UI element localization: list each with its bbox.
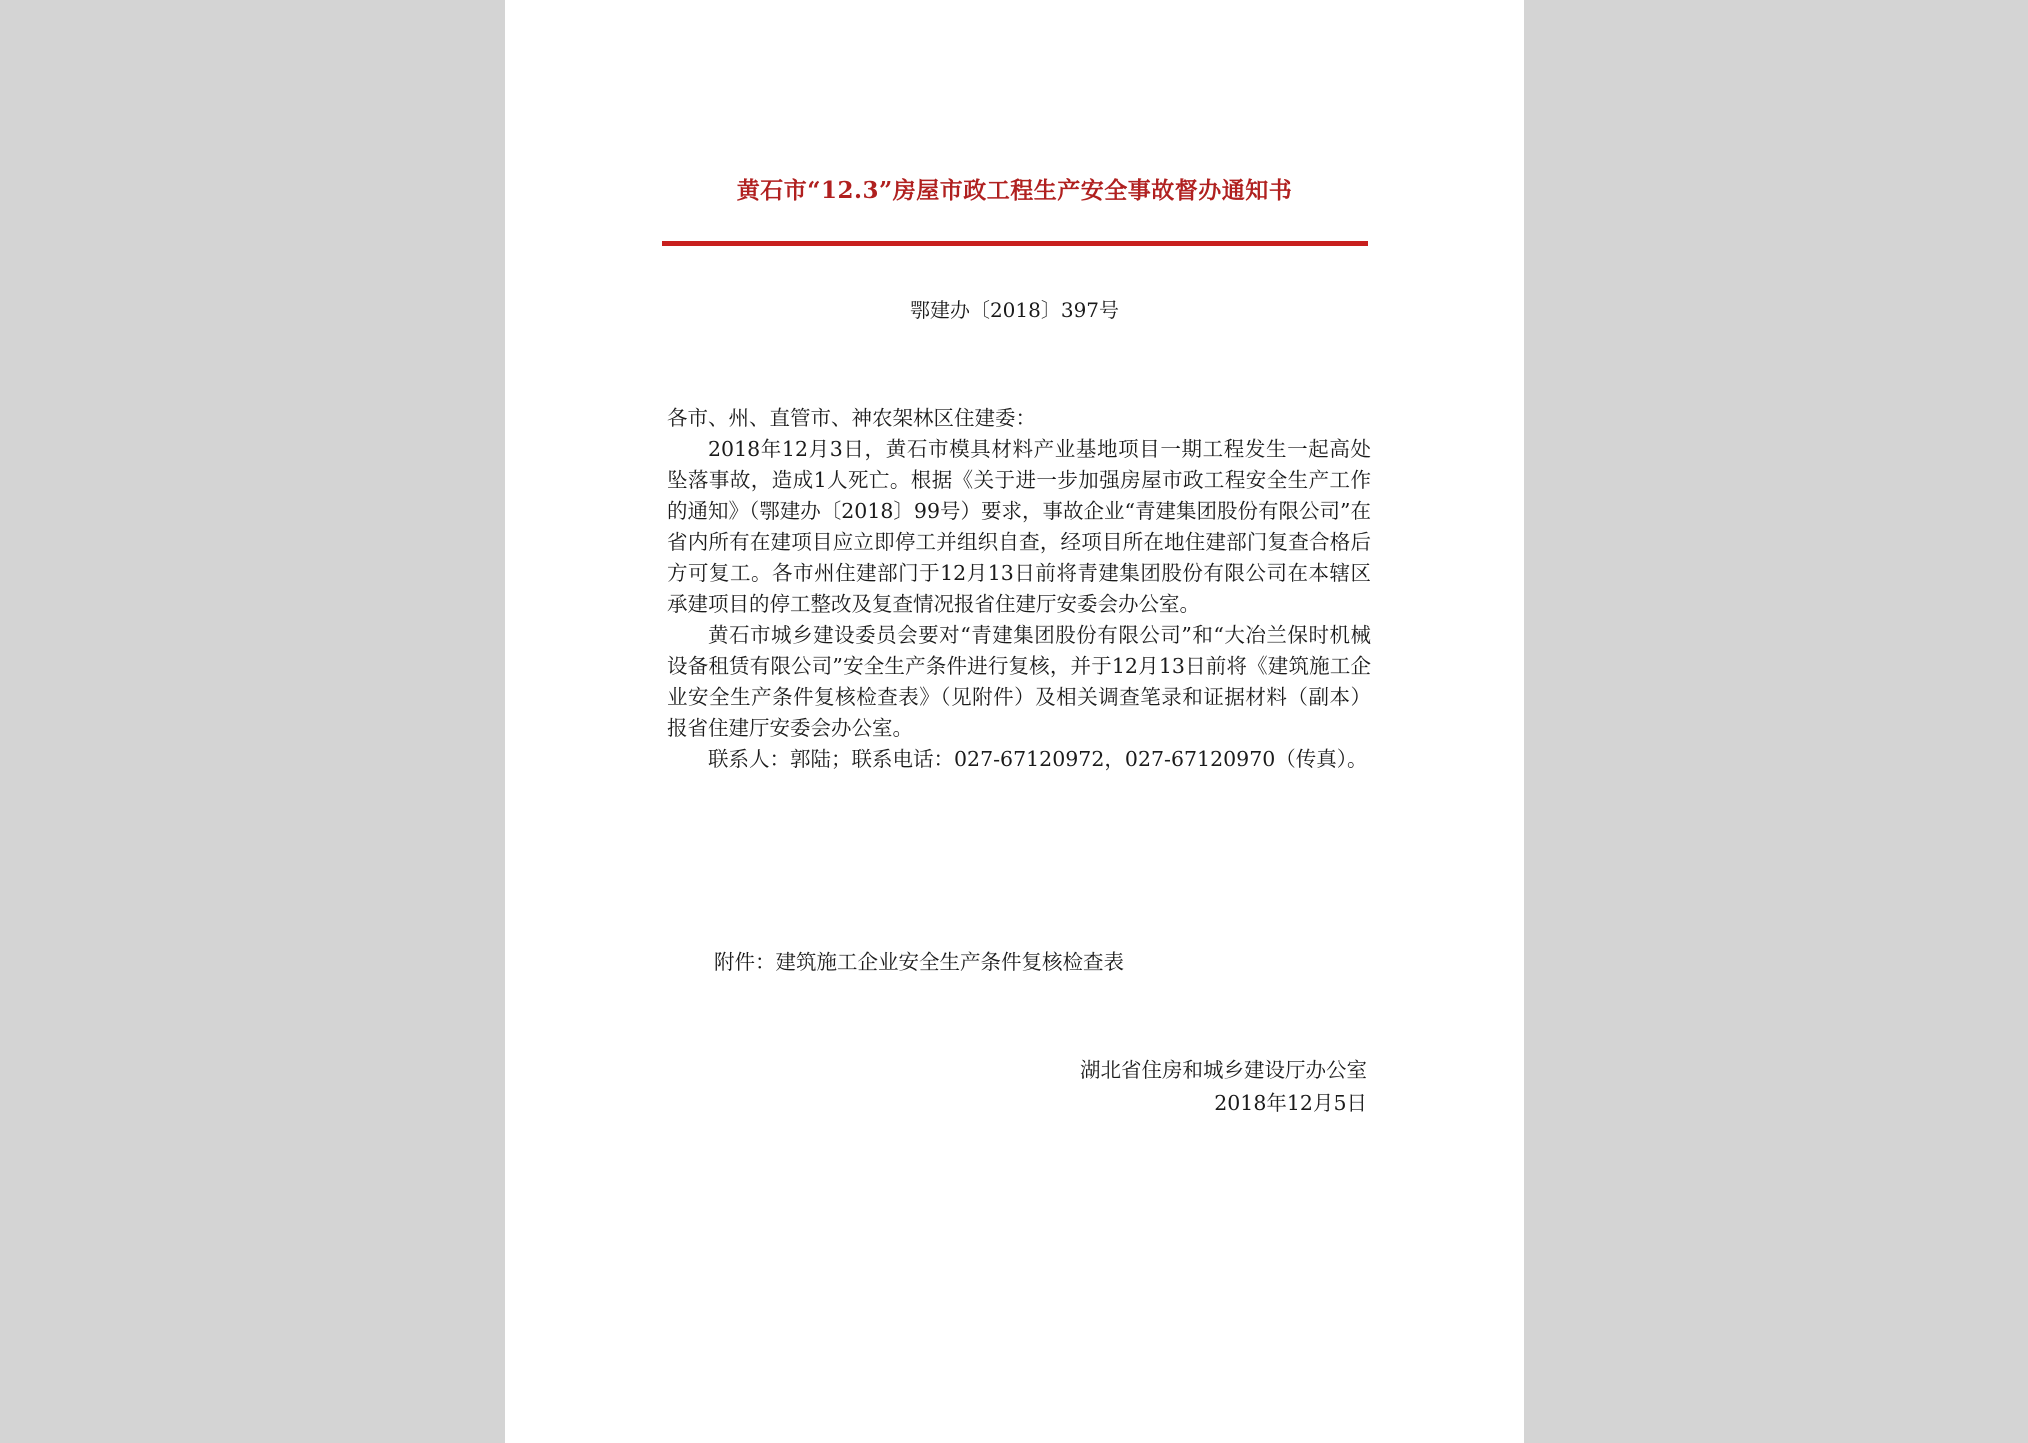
issue-date: 2018年12月5日 [1214, 1091, 1367, 1115]
contact-paragraph: 联系人：郭陆；联系电话：027-67120972，027-67120970（传真）。 [708, 747, 1368, 771]
signature-block [1080, 1054, 1367, 1120]
document-title: 黄石市“12.3”房屋市政工程生产安全事故督办通知书 [736, 177, 1293, 204]
salutation: 各市、州、直管市、神农架林区住建委： [667, 406, 1036, 430]
attachment-note: 附件：建筑施工企业安全生产条件复核检查表 [714, 950, 1124, 974]
issuer-name: 湖北省住房和城乡建设厅办公室 [1080, 1058, 1367, 1082]
body-paragraph: 黄石市城乡建设委员会要对“青建集团股份有限公司”和“大冶兰保时机械设备租赁有限公司”安全生产条件进行复核，并于12月13日前将《建筑施工企业安全生产条件复核检查表》（见附件）及相关调查笔录和证据材料（副本）报省住建厅安委会办公室。 [667, 623, 1371, 740]
body-paragraph: 2018年12月3日，黄石市模具材料产业基地项目一期工程发生一起高处坠落事故，造成1人死亡。根据《关于进一步加强房屋市政工程安全生产工作的通知》（鄂建办〔2018〕99号）要求，事故企业“青建集团股份有限公司”在省内所有在建项目应立即停工并组织自查，经项目所在地住建部门复查合格后方可复工。各市州住建部门于12月13日前将青建集团股份有限公司在本辖区承建项目的停工整改及复查情况报省住建厅安委会办公室。 [667, 437, 1371, 616]
document-number: 鄂建办〔2018〕397号 [909, 298, 1120, 322]
red-header-rule [662, 241, 1368, 246]
document-page [505, 0, 1524, 1443]
document-body [667, 403, 1371, 775]
